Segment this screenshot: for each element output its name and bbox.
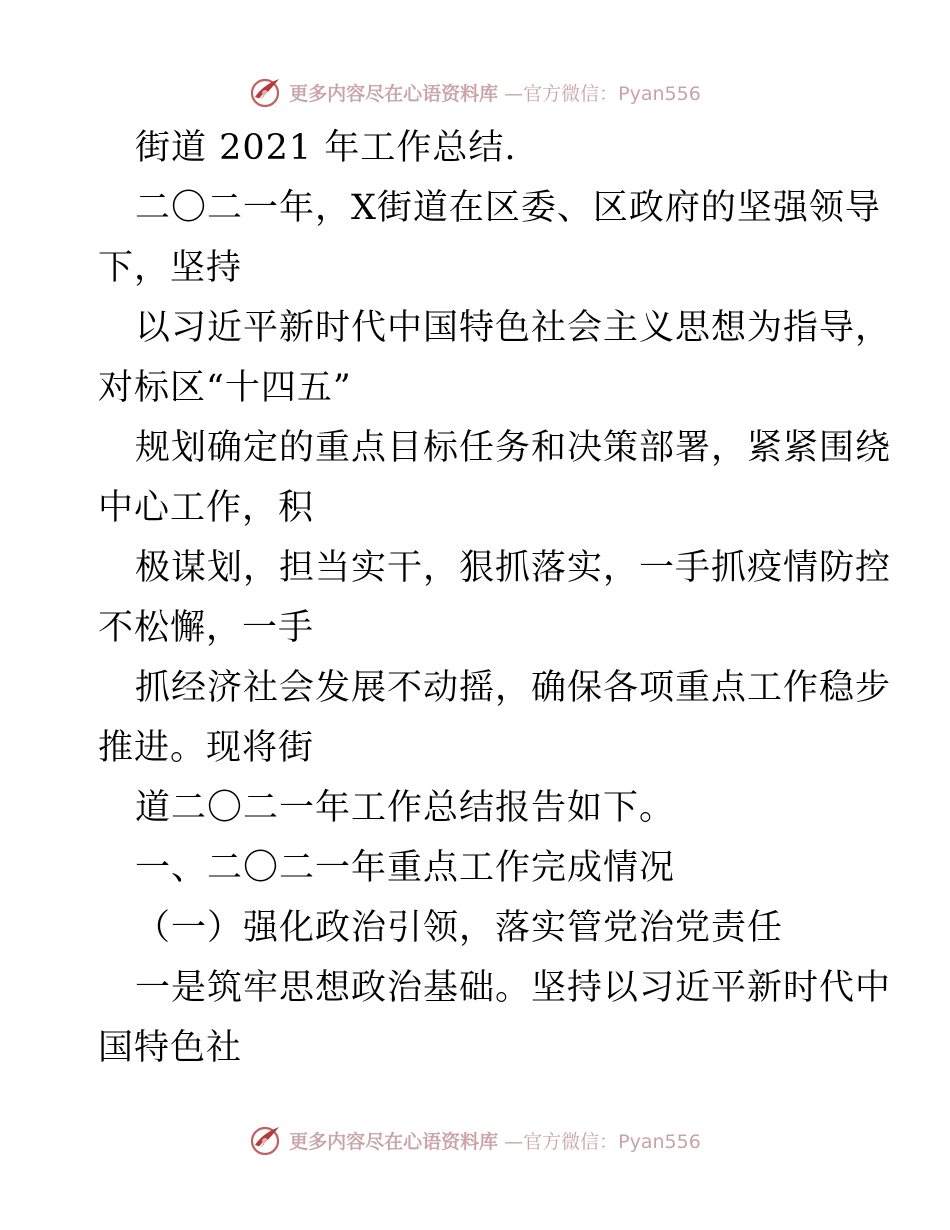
paragraph-line: 极谋划，担当实干，狠抓落实，一手抓疫情防控	[135, 548, 892, 588]
paragraph-line: 推进。现将街	[98, 728, 315, 768]
watermark-main-text: 更多内容尽在心语资料库	[289, 82, 499, 105]
watermark-wechat-text: —官方微信：Pyan556	[504, 1130, 701, 1153]
paragraph-line: 规划确定的重点目标任务和决策部署，紧紧围绕	[135, 428, 892, 468]
quill-pen-logo-icon	[249, 1123, 283, 1157]
document-title: 街道 2021 年工作总结.	[135, 128, 517, 168]
paragraph-line: 国特色社	[98, 1028, 243, 1068]
paragraph-line: 二〇二一年，X街道在区委、区政府的坚强领导	[135, 188, 881, 228]
paragraph-line: 中心工作，积	[98, 488, 315, 528]
watermark-wechat-text: —官方微信：Pyan556	[504, 82, 701, 105]
header-watermark-banner	[0, 72, 950, 112]
paragraph-line: 不松懈，一手	[98, 608, 315, 648]
paragraph-line: 以习近平新时代中国特色社会主义思想为指导，	[135, 308, 892, 348]
watermark-main-text: 更多内容尽在心语资料库	[289, 1130, 499, 1153]
paragraph-line: 对标区“十四五”	[98, 368, 352, 408]
paragraph-line: 一是筑牢思想政治基础。坚持以习近平新时代中	[135, 968, 892, 1008]
document-body	[98, 118, 892, 1078]
quill-pen-logo-icon	[249, 75, 283, 109]
section-heading: 一、二〇二一年重点工作完成情况	[135, 848, 676, 888]
paragraph-line: 下，坚持	[98, 248, 243, 288]
footer-watermark-banner	[0, 1120, 950, 1160]
paragraph-line: 道二〇二一年工作总结报告如下。	[135, 788, 676, 828]
subsection-heading: （一）强化政治引领，落实管党治党责任	[135, 908, 784, 948]
paragraph-line: 抓经济社会发展不动摇，确保各项重点工作稳步	[135, 668, 892, 708]
